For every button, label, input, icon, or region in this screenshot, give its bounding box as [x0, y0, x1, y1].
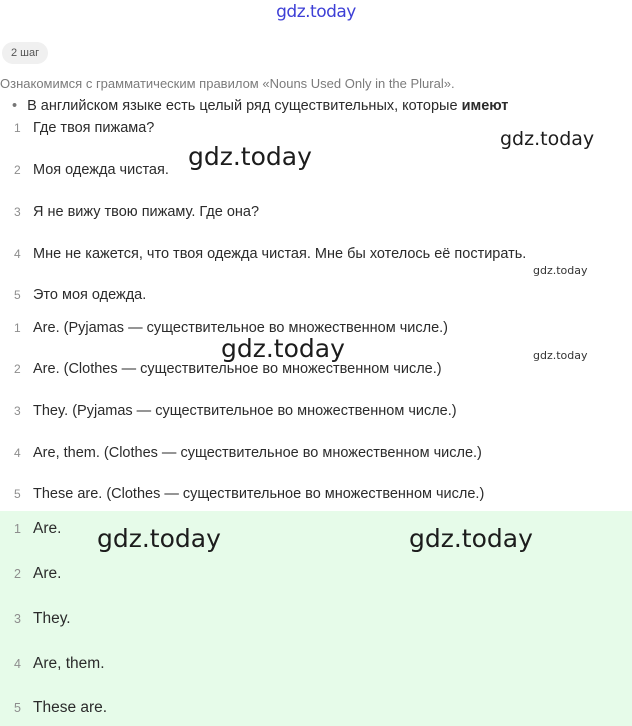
item-number: 1 — [14, 522, 21, 536]
item-text: These are. — [33, 699, 108, 716]
item-text: Are, them. — [33, 655, 105, 672]
answer-item-5 — [0, 699, 107, 717]
translation-item-2 — [0, 162, 169, 178]
item-text: Are, them. (Clothes — существительное во множественном числе.) — [33, 445, 482, 461]
item-text: Это моя одежда. — [33, 287, 147, 303]
watermark: gdz.today — [188, 142, 312, 171]
item-text: Моя одежда чистая. — [33, 162, 169, 178]
translation-item-5 — [0, 287, 146, 303]
watermark: gdz.today — [500, 128, 595, 150]
bullet-dot-icon: • — [12, 98, 18, 114]
watermark: gdz.today — [409, 524, 533, 553]
translation-item-1 — [0, 120, 154, 136]
answer-item-3 — [0, 610, 71, 628]
item-number: 1 — [14, 121, 21, 135]
item-number: 5 — [14, 288, 21, 302]
item-text: Are. — [33, 520, 62, 537]
translation-item-3 — [0, 204, 259, 220]
item-text: They. — [33, 610, 71, 627]
explanation-item-4 — [0, 445, 482, 461]
watermark: gdz.today — [221, 334, 345, 363]
item-text: Я не вижу твою пижаму. Где она? — [33, 204, 260, 220]
item-number: 2 — [14, 362, 21, 376]
answers-panel — [0, 511, 632, 726]
item-text: Are. — [33, 565, 62, 582]
item-text: Are. (Clothes — существительное во множественном числе.) — [33, 361, 442, 377]
rule-bullet — [12, 98, 627, 116]
site-logo[interactable]: gdz.today — [276, 2, 356, 22]
item-number: 2 — [14, 567, 21, 581]
rule-bullet-bold: имеют — [461, 98, 509, 114]
explanation-item-2 — [0, 361, 442, 377]
item-text: Мне не кажется, что твоя одежда чистая. Мне бы хотелось её постирать. — [33, 246, 527, 262]
explanation-item-5 — [0, 486, 484, 502]
item-text: Где твоя пижама? — [33, 120, 155, 136]
item-number: 3 — [14, 404, 21, 418]
watermark: gdz.today — [533, 264, 588, 277]
item-number: 3 — [14, 205, 21, 219]
answer-item-4 — [0, 655, 105, 673]
item-text: Are. (Pyjamas — существительное во множественном числе.) — [33, 320, 449, 336]
watermark: gdz.today — [97, 524, 221, 553]
item-number: 4 — [14, 247, 21, 261]
answer-item-1 — [0, 520, 61, 538]
rule-bullet-text: В английском языке есть целый ряд существительных, которые — [27, 98, 462, 114]
item-number: 1 — [14, 321, 21, 335]
item-number: 5 — [14, 487, 21, 501]
answer-item-2 — [0, 565, 61, 583]
item-number: 5 — [14, 701, 21, 715]
item-number: 3 — [14, 612, 21, 626]
intro-text: Ознакомимся с грамматическим правилом «Nouns Used Only in the Plural». — [0, 76, 455, 91]
watermark: gdz.today — [533, 349, 588, 362]
item-number: 4 — [14, 657, 21, 671]
translation-item-4 — [0, 246, 526, 262]
item-text: These are. (Clothes — существительное во множественном числе.) — [33, 486, 485, 502]
item-number: 4 — [14, 446, 21, 460]
item-text: They. (Pyjamas — существительное во множественном числе.) — [33, 403, 457, 419]
item-number: 2 — [14, 163, 21, 177]
step-badge: 2 шаг — [2, 42, 48, 64]
explanation-item-3 — [0, 403, 457, 419]
